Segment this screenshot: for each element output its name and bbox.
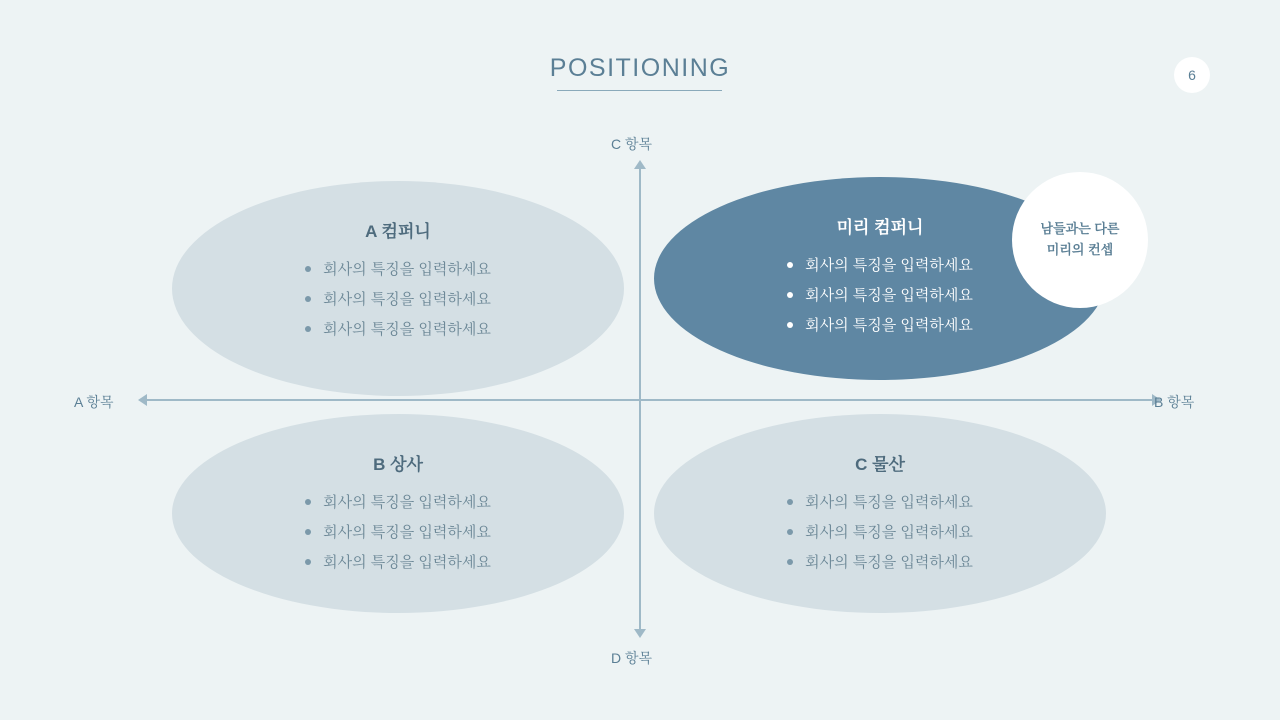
list-item: [305, 288, 491, 309]
bullet-dot-icon: [787, 262, 793, 268]
bullet-dot-icon: [305, 296, 311, 302]
bullet-dot-icon: [787, 529, 793, 535]
list-item: [305, 551, 491, 572]
callout-line-2: 미리의 컨셉: [1046, 242, 1114, 257]
bullet-dot-icon: [787, 499, 793, 505]
list-item: [787, 254, 973, 275]
page-title: POSITIONING: [549, 54, 731, 82]
list-item: [787, 491, 973, 512]
list-item: [305, 491, 491, 512]
arrow-left-icon: [138, 394, 147, 406]
list-item: [305, 258, 491, 279]
quadrant-title: A 컴퍼니: [365, 222, 431, 241]
horizontal-axis-line: [141, 399, 1159, 401]
bullet-dot-icon: [305, 499, 311, 505]
list-item: [305, 318, 491, 339]
bullet-text: 회사의 특징을 입력하세요: [805, 524, 973, 541]
bullet-text: 회사의 특징을 입력하세요: [323, 321, 491, 338]
bullet-text: 회사의 특징을 입력하세요: [805, 317, 973, 334]
quadrant-top-left: [172, 181, 624, 396]
bullet-dot-icon: [305, 529, 311, 535]
list-item: [787, 314, 973, 335]
list-item: [305, 521, 491, 542]
list-item: [787, 284, 973, 305]
quadrant-bullet-list: [305, 491, 491, 581]
title-underline: [557, 90, 722, 91]
bullet-dot-icon: [787, 322, 793, 328]
bullet-dot-icon: [787, 559, 793, 565]
bullet-text: 회사의 특징을 입력하세요: [323, 291, 491, 308]
list-item: [787, 551, 973, 572]
quadrant-bullet-list: [305, 258, 491, 348]
bullet-dot-icon: [305, 266, 311, 272]
vertical-axis-line: [639, 163, 641, 629]
bullet-dot-icon: [787, 292, 793, 298]
quadrant-bullet-list: [787, 254, 973, 344]
quadrant-bullet-list: [787, 491, 973, 581]
bullet-text: 회사의 특징을 입력하세요: [805, 554, 973, 571]
axis-label-bottom: D 항목: [611, 650, 653, 666]
quadrant-title: 미리 컴퍼니: [836, 218, 924, 237]
axis-label-left: A 항목: [74, 394, 114, 410]
axis-label-right: B 항목: [1154, 394, 1195, 410]
arrow-down-icon: [634, 629, 646, 638]
bullet-text: 회사의 특징을 입력하세요: [323, 524, 491, 541]
bullet-dot-icon: [305, 326, 311, 332]
bullet-text: 회사의 특징을 입력하세요: [805, 494, 973, 511]
axis-label-top: C 항목: [611, 136, 653, 152]
quadrant-bottom-right: [654, 414, 1106, 613]
quadrant-title: B 상사: [373, 455, 423, 474]
concept-callout-badge: [1012, 172, 1148, 308]
page-number-badge: 6: [1174, 57, 1210, 93]
list-item: [787, 521, 973, 542]
bullet-dot-icon: [305, 559, 311, 565]
arrow-up-icon: [634, 160, 646, 169]
bullet-text: 회사의 특징을 입력하세요: [805, 287, 973, 304]
bullet-text: 회사의 특징을 입력하세요: [323, 554, 491, 571]
bullet-text: 회사의 특징을 입력하세요: [805, 257, 973, 274]
quadrant-bottom-left: [172, 414, 624, 613]
bullet-text: 회사의 특징을 입력하세요: [323, 494, 491, 511]
callout-line-1: 남들과는 다른: [1040, 221, 1120, 237]
bullet-text: 회사의 특징을 입력하세요: [323, 261, 491, 278]
quadrant-title: C 물산: [855, 455, 905, 474]
